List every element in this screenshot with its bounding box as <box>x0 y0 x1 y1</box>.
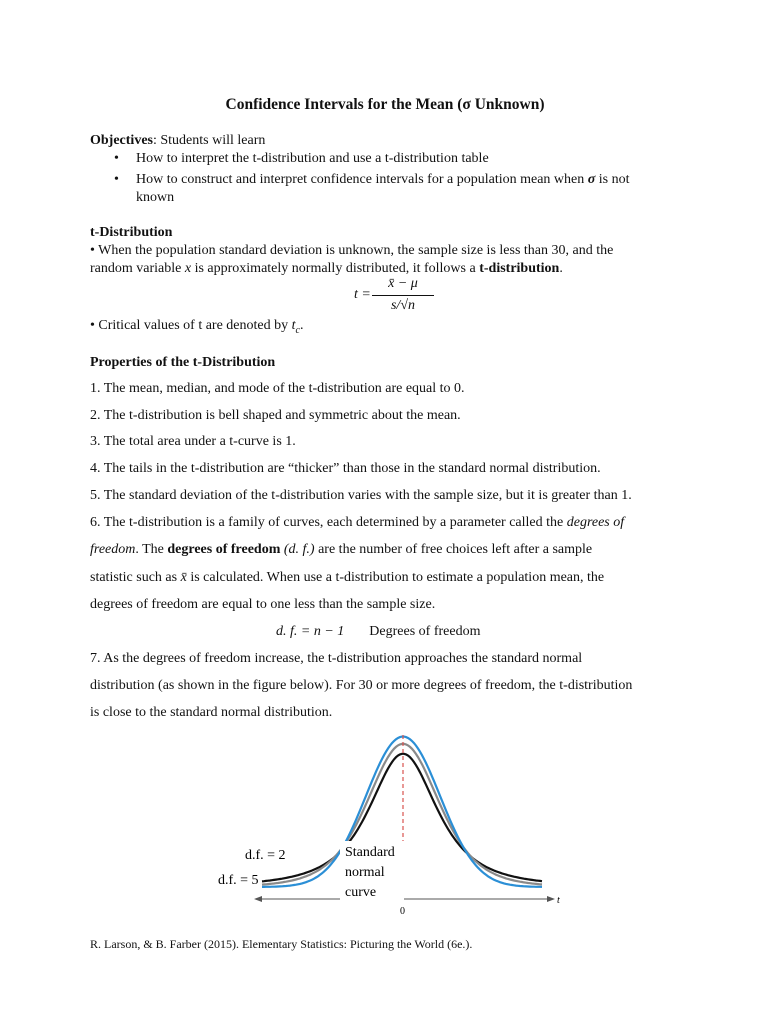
property-item: 1. The mean, median, and mode of the t-distribution are equal to 0. <box>90 381 465 396</box>
term-freedom: freedom <box>90 542 136 557</box>
page-title: Confidence Intervals for the Mean (σ Unknown) <box>225 96 545 113</box>
property-item-7: 7. As the degrees of freedom increase, the t-distribution approaches the standard normal <box>90 651 583 666</box>
objectives-intro: : Students will learn <box>152 133 266 148</box>
formula-numerator: x̄ − μ <box>388 276 418 291</box>
text-span: is calculated. When use a t-distribution to estimate a population mean, the <box>190 570 605 585</box>
citation: R. Larson, & B. Farber (2015). Elementary Statistics: Picturing the World (6e.). <box>90 937 473 951</box>
objectives-label: Objectives <box>90 133 153 148</box>
term-df: (d. f.) <box>283 542 315 557</box>
text-span: is approximately normally distributed, it follows a <box>194 261 476 276</box>
df-formula-line <box>276 624 480 640</box>
term-dof: degrees of <box>566 515 625 530</box>
tick-label-zero: 0 <box>400 906 405 917</box>
property-item-6-cont: degrees of freedom are equal to one less than the sample size. <box>90 597 436 612</box>
text-span: . The <box>135 542 164 557</box>
var-xbar: x̄ <box>180 570 187 585</box>
section-heading-props: Properties of the t-Distribution <box>90 355 276 370</box>
objective-text-end: is not <box>598 172 630 187</box>
objective-item <box>136 171 630 189</box>
label-curve: curve <box>345 885 377 900</box>
var-t: t <box>291 318 296 333</box>
objective-text: How to construct and interpret confidence intervals for a population mean when <box>136 172 585 187</box>
formula-denominator: s/√n <box>390 298 416 313</box>
term-dof-bold: degrees of freedom <box>167 542 281 557</box>
sigma-symbol: σ <box>587 172 596 187</box>
axis-arrow-left-icon <box>254 896 262 902</box>
formula-t: t = <box>354 287 371 302</box>
df-formula: d. f. = n − 1 <box>276 624 345 639</box>
df-label: Degrees of freedom <box>369 624 481 639</box>
critical-values-line: • Critical values of t are denoted by $t_c$. <box>90 318 304 336</box>
label-df5: d.f. = 5 <box>218 873 259 888</box>
objectives-line <box>90 132 265 150</box>
axis-label-t: t <box>557 895 560 906</box>
text-span: statistic such as <box>90 570 178 585</box>
property-item: 4. The tails in the t-distribution are “thicker” than those in the standard normal distribution. <box>90 461 601 476</box>
property-item-7-cont: distribution (as shown in the figure below). For 30 or more degrees of freedom, the t-distribution <box>90 678 633 693</box>
property-item: 3. The total area under a t-curve is 1. <box>90 434 296 449</box>
objective-item-cont: known <box>136 190 175 205</box>
var-x: x <box>184 261 192 276</box>
text-span: • Critical values of t are denoted by <box>90 318 289 333</box>
label-df2: d.f. = 2 <box>245 848 286 863</box>
axis-arrow-right-icon <box>547 896 555 902</box>
fraction-bar <box>372 295 434 296</box>
objective-item: How to interpret the t-distribution and use a t-distribution table <box>136 151 489 166</box>
bullet-icon: • <box>114 172 119 187</box>
label-standard: Standard <box>345 845 395 860</box>
property-item-7-cont: is close to the standard normal distribution. <box>90 705 333 720</box>
var-sub-c: c <box>295 324 300 336</box>
t-distribution-figure <box>200 725 580 920</box>
property-item-6-cont <box>90 541 592 559</box>
section-heading-tdist: t-Distribution <box>90 225 173 240</box>
property-item: 5. The standard deviation of the t-distribution varies with the sample size, but it is greater than 1. <box>90 488 632 503</box>
term-tdist: t-distribution <box>479 261 560 276</box>
property-item: 2. The t-distribution is bell shaped and symmetric about the mean. <box>90 408 461 423</box>
text-span: 6. The t-distribution is a family of curves, each determined by a parameter called the <box>90 515 564 530</box>
tdist-paragraph-cont: random variable x is approximately normally distributed, it follows a t-distribution. <box>90 261 563 276</box>
text-span: random variable <box>90 261 182 276</box>
property-item-6 <box>90 514 624 532</box>
tdist-paragraph: • When the population standard deviation is unknown, the sample size is less than 30, and the <box>90 243 614 258</box>
label-normal: normal <box>345 865 385 880</box>
property-item-6-cont <box>90 569 604 587</box>
text-span: are the number of free choices left after a sample <box>318 542 593 557</box>
bullet-icon: • <box>114 151 119 166</box>
